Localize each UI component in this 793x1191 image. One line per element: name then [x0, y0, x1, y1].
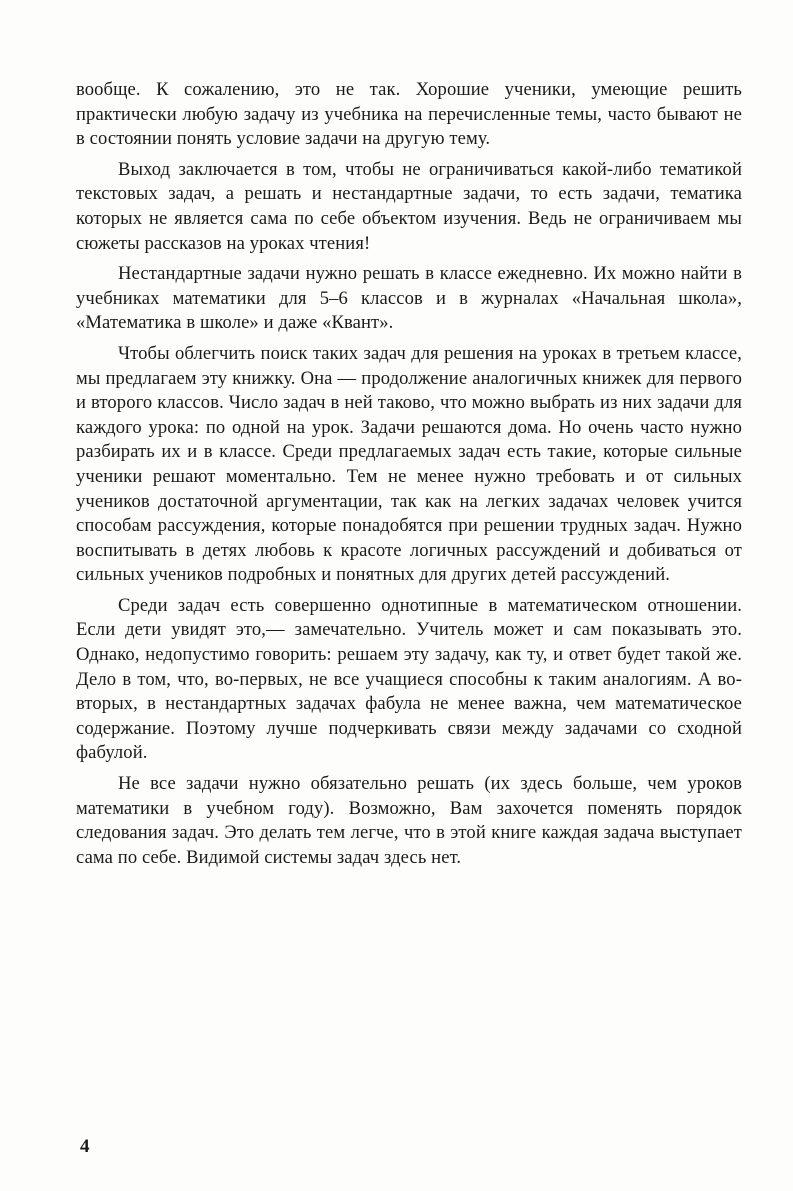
paragraph-6: Не все задачи нужно обязательно решать (их здесь больше, чем уроков математики в учебном году). Возможно, Вам захочется поменять порядок следования задач. Это делать тем легче, что в этой книге каждая задача выступает сама по себе. Видимой системы задач здесь нет. — [76, 773, 742, 868]
paragraph-1: вообще. К сожалению, это не так. Хорошие ученики, умеющие решить практически любую задачу из учебника на перечисленные темы, часто бывают не в состоянии понять условие задачи на другую тему. — [76, 79, 742, 150]
body-text — [76, 78, 742, 876]
page-number: 4 — [80, 1136, 90, 1157]
paragraph-4: Чтобы облегчить поиск таких задач для решения на уроках в третьем классе, мы предлагаем эту книжку. Она — продолжение аналогичных книжек для первого и второго классов. Число задач в ней таково, что можно выбрать из них задачи для каждого урока: по одной на урок. Задачи решаются дома. Но очень часто нужно разбирать их и в классе. Среди предлагаемых задач есть такие, которые сильные ученики решают моментально. Тем не менее нужно требовать и от сильных учеников достаточной аргументации, так как на легких задачах человек учится способам рассуждения, которые понадобятся при решении трудных задач. Нужно воспитывать в детях любовь к красоте логичных рассуждений и добиваться от сильных учеников подробных и понятных для других детей рассуждений. — [76, 342, 742, 586]
paragraph-3: Нестандартные задачи нужно решать в классе ежедневно. Их можно найти в учебниках математики для 5–6 классов и в журналах «Начальная школа», «Математика в школе» и даже «Квант». — [76, 263, 742, 334]
paragraph-2: Выход заключается в том, чтобы не ограничиваться какой-либо тематикой текстовых задач, а решать и нестандартные задачи, то есть задачи, тематика которых не является сама по себе объектом изучения. Ведь не ограничиваем мы сюжеты рассказов на уроках чтения! — [76, 158, 742, 254]
paragraph-5: Среди задач есть совершенно однотипные в математическом отношении. Если дети увидят это,— замечательно. Учитель может и сам показывать это. Однако, недопустимо говорить: решаем эту задачу, как ту, и ответ будет такой же. Дело в том, что, во-первых, не все учащиеся способны к таким аналогиям. А во-вторых, в нестандартных задачах фабула не менее важна, чем математическое содержание. Поэтому лучше подчеркивать связи между задачами со сходной фабулой. — [76, 594, 742, 764]
